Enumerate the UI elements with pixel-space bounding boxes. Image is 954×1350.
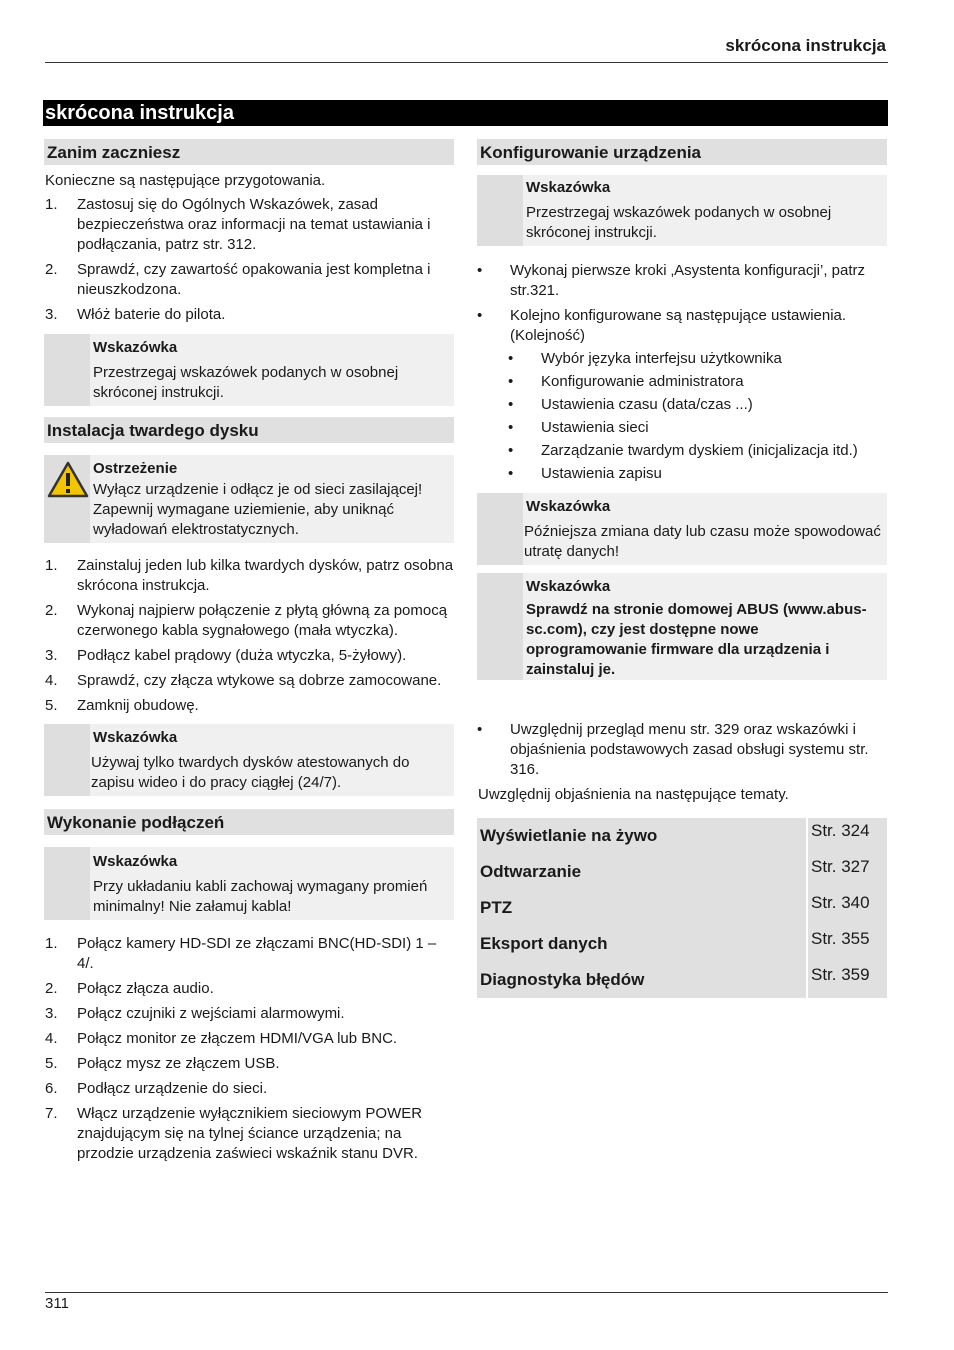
list-item: 5. Połącz mysz ze złączem USB. — [45, 1055, 280, 1072]
note-box — [477, 573, 887, 680]
list-item: • Ustawienia zapisu — [508, 465, 662, 482]
warning-text: Wyłącz urządzenie i odłącz je od sieci zasilającej! Zapewnij wymagane uziemienie, aby uniknąć wyładowań elektrostatycznych. — [93, 481, 423, 538]
note-title: Wskazówka — [526, 498, 611, 515]
note-sidebar — [44, 847, 90, 920]
section-heading-zanim: Zanim zaczniesz — [44, 139, 454, 165]
note-title: Wskazówka — [93, 339, 178, 356]
list-item: • Konfigurowanie administratora — [508, 373, 744, 390]
section-heading-dysk: Instalacja twardego dysku — [44, 417, 454, 443]
page-number: 311 — [45, 1295, 69, 1312]
list-item: 1. Połącz kamery HD-SDI ze złączami BNC(HD-SDI) 1 – 4/. — [45, 935, 437, 972]
preparation-list — [44, 195, 454, 325]
connection-steps-list — [44, 934, 454, 1164]
warning-box — [44, 455, 454, 543]
list-item: 4. Połącz monitor ze złączem HDMI/VGA lub BNC. — [45, 1030, 398, 1047]
note-title: Wskazówka — [526, 179, 611, 196]
warning-icon — [47, 460, 89, 500]
note-sidebar — [44, 334, 90, 406]
footer-rule — [45, 1292, 888, 1293]
list-item: 1. Zastosuj się do Ogólnych Wskazówek, zasad bezpieczeństwa oraz informacji na temat ustawiania i podłączania, patrz str. 312. — [45, 196, 431, 253]
left-column — [44, 139, 454, 1169]
list-item: 3. Włóż baterie do pilota. — [45, 306, 226, 323]
menu-bullets — [477, 720, 887, 780]
intro-text: Konieczne są następujące przygotowania. — [45, 172, 326, 189]
note-title: Wskazówka — [93, 853, 178, 870]
note-text: Używaj tylko twardych dysków atestowanych do zapisu wideo i do pracy ciągłej (24/7). — [91, 754, 410, 791]
note-box — [44, 724, 454, 796]
reference-table — [477, 818, 887, 998]
topics-intro: Uwzględnij objaśnienia na następujące tematy. — [478, 786, 789, 803]
note-text: Późniejsza zmiana daty lub czasu może spowodować utratę danych! — [524, 523, 881, 560]
list-item: 4. Sprawdź, czy złącza wtykowe są dobrze zamocowane. — [45, 672, 442, 689]
note-sidebar — [477, 493, 523, 565]
note-box — [44, 847, 454, 920]
table-row: Wyświetlanie na żywo Str. 324 — [477, 818, 887, 854]
list-item: • Wybór języka interfejsu użytkownika — [508, 350, 782, 367]
list-item: • Kolejno konfigurowane są następujące ustawienia. (Kolejność) • Wybór języka interfejsu użytkownika • Konfigurowanie administratora • Ustawienia czasu (data/czas ...) • Ustawienia sieci • Zarządzanie twardym dyskiem (inicjalizacja itd.) • Ustawienia zapisu — [477, 306, 887, 484]
list-item: 3. Połącz czujniki z wejściami alarmowymi. — [45, 1005, 345, 1022]
list-item: 7. Włącz urządzenie wyłącznikiem sieciowym POWER znajdującym się na tylnej ściance urządzenia; na przodzie urządzenia zaświeci wskaźnik stanu DVR. — [45, 1105, 423, 1162]
config-bullets — [477, 261, 887, 484]
note-sidebar — [477, 175, 523, 246]
section-heading-konfiguracja: Konfigurowanie urządzenia — [477, 139, 887, 165]
note-box — [477, 175, 887, 246]
note-box — [477, 493, 887, 565]
right-column — [477, 139, 887, 998]
note-title: Wskazówka — [93, 729, 178, 746]
table-row: Odtwarzanie Str. 327 — [477, 854, 887, 890]
list-item: • Wykonaj pierwsze kroki ‚Asystenta konfiguracji’, patrz str.321. — [477, 262, 865, 299]
list-item: • Uwzględnij przegląd menu str. 329 oraz wskazówki i objaśnienia podstawowych zasad obsługi systemu str. 316. — [477, 721, 869, 778]
list-item: • Ustawienia sieci — [508, 419, 649, 436]
note-text: Sprawdź na stronie domowej ABUS (www.abus-sc.com), czy jest dostępne nowe oprogramowanie firmware dla urządzenia i zainstaluj je. — [526, 601, 867, 678]
list-item: 2. Sprawdź, czy zawartość opakowania jest kompletna i nieuszkodzona. — [45, 261, 431, 298]
note-sidebar — [44, 724, 90, 796]
note-text: Przestrzegaj wskazówek podanych w osobnej skróconej instrukcji. — [526, 204, 832, 241]
note-text: Przestrzegaj wskazówek podanych w osobnej skróconej instrukcji. — [93, 364, 399, 401]
note-box — [44, 334, 454, 406]
list-item: 2. Połącz złącza audio. — [45, 980, 214, 997]
table-row: PTZ Str. 340 — [477, 890, 887, 926]
page-title: skrócona instrukcja — [43, 100, 888, 126]
settings-sublist — [477, 349, 887, 484]
table-row: Eksport danych Str. 355 — [477, 926, 887, 962]
running-header: skrócona instrukcja — [725, 36, 886, 55]
list-item: 1. Zainstaluj jeden lub kilka twardych dysków, patrz osobna skrócona instrukcja. — [45, 557, 454, 594]
list-item: • Zarządzanie twardym dyskiem (inicjalizacja itd.) — [508, 442, 858, 459]
list-item: • Ustawienia czasu (data/czas ...) — [508, 396, 753, 413]
note-title: Wskazówka — [526, 578, 611, 595]
warning-title: Ostrzeżenie — [93, 460, 178, 477]
header-rule — [45, 62, 888, 63]
list-item: 6. Podłącz urządzenie do sieci. — [45, 1080, 268, 1097]
hdd-steps-list — [44, 556, 454, 716]
note-text: Przy układaniu kabli zachowaj wymagany promień minimalny! Nie załamuj kabla! — [93, 878, 428, 915]
table-row: Diagnostyka błędów Str. 359 — [477, 962, 887, 998]
note-sidebar — [477, 573, 523, 680]
list-item: 5. Zamknij obudowę. — [45, 697, 199, 714]
list-item: 2. Wykonaj najpierw połączenie z płytą główną za pomocą czerwonego kabla sygnałowego (mała wtyczka). — [45, 602, 448, 639]
warning-sidebar — [44, 455, 90, 543]
list-item: 3. Podłącz kabel prądowy (duża wtyczka, 5-żyłowy). — [45, 647, 407, 664]
section-heading-podlaczenia: Wykonanie podłączeń — [44, 809, 454, 835]
